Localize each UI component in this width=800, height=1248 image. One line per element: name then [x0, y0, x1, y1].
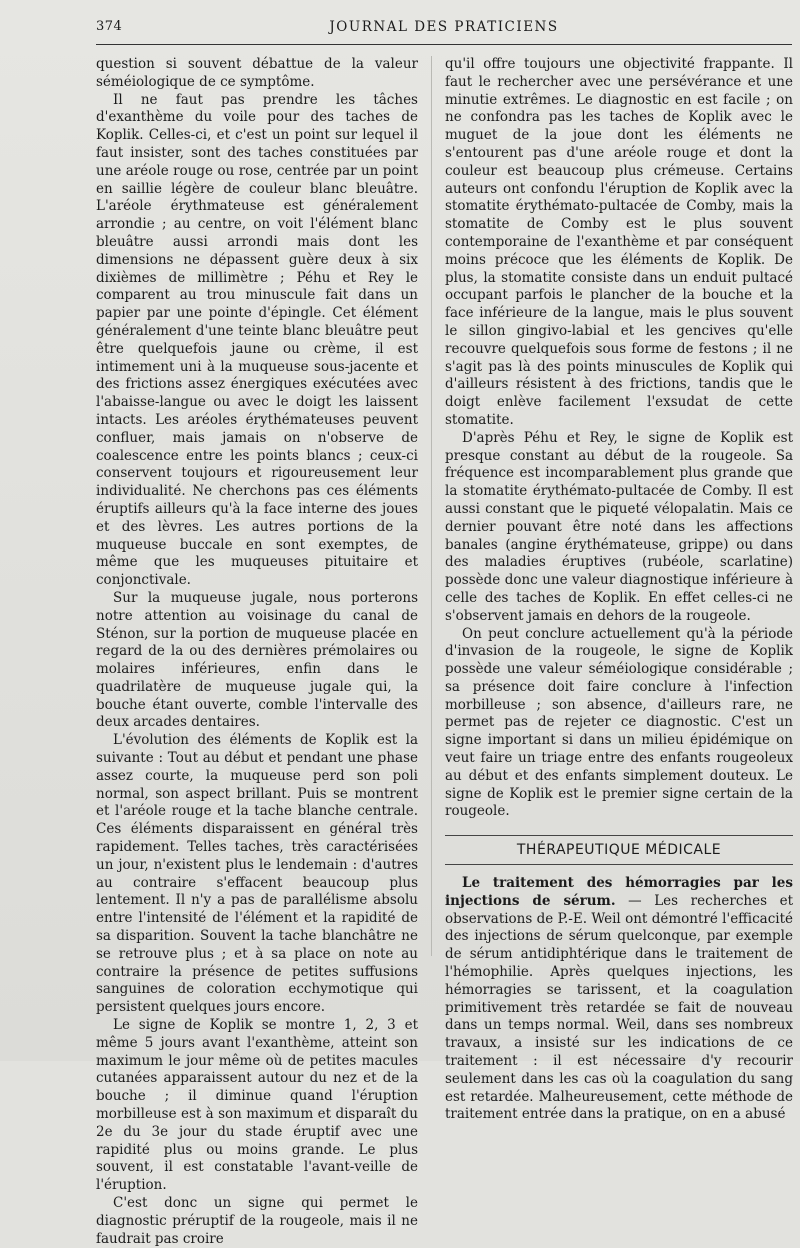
- paragraph: D'après Péhu et Rey, le signe de Koplik est presque constant au début de la rougeole. Sa fréquence est incomparablement plus grande que la stomatite érythémato-pultacée de Comby. Il est aussi constant que le piqueté vélopalatin. Mais ce dernier pouvant être noté dans les affections banales (angine érythémateuse, grippe) ou dans des maladies éruptives (rubéole, scarlatine) possède donc une valeur diagnostique inférieure à celle des taches de Koplik. En effet celles-ci ne s'observent jamais en dehors de la rougeole.: [445, 429, 793, 624]
- paragraph: qu'il offre toujours une objectivité frappante. Il faut le rechercher avec une persévérance et une minutie extrêmes. Le diagnostic en est facile ; on ne confondra pas les taches de Koplik avec le muguet de la joue dont les éléments ne s'entourent pas d'une aréole rouge et dont la couleur est beaucoup plus crémeuse. Certains auteurs ont confondu l'éruption de Koplik avec la stomatite érythémato-pultacée de Comby, mais la stomatite de Comby est le plus souvent contemporaine de l'exanthème et par conséquent moins précoce que les éléments de Koplik. De plus, la stomatite consiste dans un enduit pultacé occupant parfois le plancher de la bouche et la face inférieure de la langue, mais le plus souvent le sillon gingivo-labial et les gencives qu'elle recouvre quelquefois sous forme de festons ; il ne s'agit pas là des points minuscules de Koplik qui d'ailleurs résistent à des frictions, tandis que le doigt enlève facilement l'exsudat de cette stomatite.: [445, 56, 793, 428]
- paragraph: Sur la muqueuse jugale, nous porterons notre attention au voisinage du canal de Sténon, sur la portion de muqueuse placée en regard de la ou des dernières prémolaires ou molaires inférieures, enfin dans le quadrilatère de muqueuse jugale qui, la bouche étant ouverte, comble l'intervalle des deux arcades dentaires.: [96, 589, 418, 731]
- column-divider: [431, 56, 432, 956]
- page-number: 374: [96, 19, 123, 34]
- paragraph: question si souvent débattue de la valeur séméiologique de ce symptôme.: [96, 56, 418, 90]
- article-body: — Les recherches et observations de P.-E. Weil ont démontré l'efficacité des injections de sérum quelconque, par exemple de sérum antidiphtérique dans le traitement de l'hémophilie. Après quelques injections, les hémorragies se tarissent, et la coagulation primitivement très retardée se fait de nouveau dans un temps normal. Weil, dans ses nombreux travaux, a insisté sur les indications de ce traitement : il est nécessaire d'y recourir seulement dans les cas où la coagulation du sang est retardée. Malheureusement, cette méthode de traitement entrée dans la pratique, on en a abusé: [445, 892, 793, 1123]
- section-rule-top: [445, 835, 793, 836]
- journal-title: JOURNAL DES PRATICIENS: [329, 19, 559, 35]
- page-header: [96, 16, 792, 40]
- article-paragraph: [445, 875, 793, 1124]
- paragraph: C'est donc un signe qui permet le diagnostic préruptif de la rougeole, mais il ne faudrait pas croire: [96, 1195, 418, 1247]
- section-title: THÉRAPEUTIQUE MÉDICALE: [516, 842, 722, 859]
- paragraph: Il ne faut pas prendre les tâches d'exanthème du voile pour des taches de Koplik. Celles-ci, et c'est un point sur lequel il faut insister, sont des taches constituées par une aréole rouge ou rose, centrée par un point en saillie légère de couleur blanc bleuâtre. L'aréole érythmateuse est généralement arrondie ; au centre, on voit l'élément blanc bleuâtre aussi arrondi mais dont les dimensions ne dépassent guère deux à six dixièmes de millimètre ; Péhu et Rey le comparent au trou minuscule fait dans un papier par une pointe d'épingle. Cet élément généralement d'une teinte blanc bleuâtre peut être quelquefois jaune ou crème, il est intimement uni à la muqueuse sous-jacente et des frictions assez énergiques exécutées avec l'abaisse-langue ou avec le doigt les laissent intacts. Les aréoles érythémateuses peuvent confluer, mais jamais on n'observe de coalescence entre les points blancs ; ceux-ci conservent toujours et rigoureusement leur individualité. Ne cherchons pas ces éléments éruptifs ailleurs qu'à la face interne des joues et des lèvres. Les autres portions de la muqueuse buccale en sont exemptes, de même que les muqueuses pituitaire et conjonctivale.: [96, 91, 418, 589]
- section-title-block: [445, 835, 793, 865]
- article-heading: Le traitement des hémorragies par les injections de sérum.: [445, 875, 793, 909]
- paragraph: On peut conclure actuellement qu'à la période d'invasion de la rougeole, le signe de Koplik possède une valeur séméiologique considérable ; sa présence doit faire conclure à l'infection morbilleuse ; son absence, d'ailleurs rare, ne permet pas de rejeter ce diagnostic. C'est un signe important si dans un milieu épidémique on veut faire un triage entre des enfants rougeoleux au début et des enfants simplement douteux. Le signe de Koplik est le premier signe certain de la rougeole.: [445, 625, 793, 820]
- section-rule-bottom: [445, 864, 793, 865]
- header-rule: [96, 44, 792, 45]
- paragraph: L'évolution des éléments de Koplik est la suivante : Tout au début et pendant une phase assez courte, la muqueuse perd son poli normal, son aspect brillant. Puis se montrent et l'aréole rouge et la tache blanche centrale. Ces éléments disparaissent en général très rapidement. Telles taches, très caractérisées un jour, n'existent plus le lendemain : d'autres au contraire s'effacent beaucoup plus lentement. Il n'y a pas de parallélisme absolu entre l'intensité de l'élément et la rapidité de sa disparition. Souvent la tache blanchâtre ne se retrouve plus ; et à sa place on note au contraire la présence de petites suffusions sanguines de coloration ecchymotique qui persistent quelques jours encore.: [96, 732, 418, 1016]
- right-column: [445, 56, 793, 1124]
- left-column: [96, 56, 418, 1248]
- paragraph: Le signe de Koplik se montre 1, 2, 3 et même 5 jours avant l'exanthème, atteint son maximum le jour même où de petites macules cutanées apparaissent autour du nez et de la bouche ; il diminue quand l'éruption morbilleuse est à son maximum et disparaît du 2e du 3e jour du stade éruptif avec une rapidité plus ou moins grande. Le plus souvent, il est constatable l'avant-veille de l'éruption.: [96, 1017, 418, 1194]
